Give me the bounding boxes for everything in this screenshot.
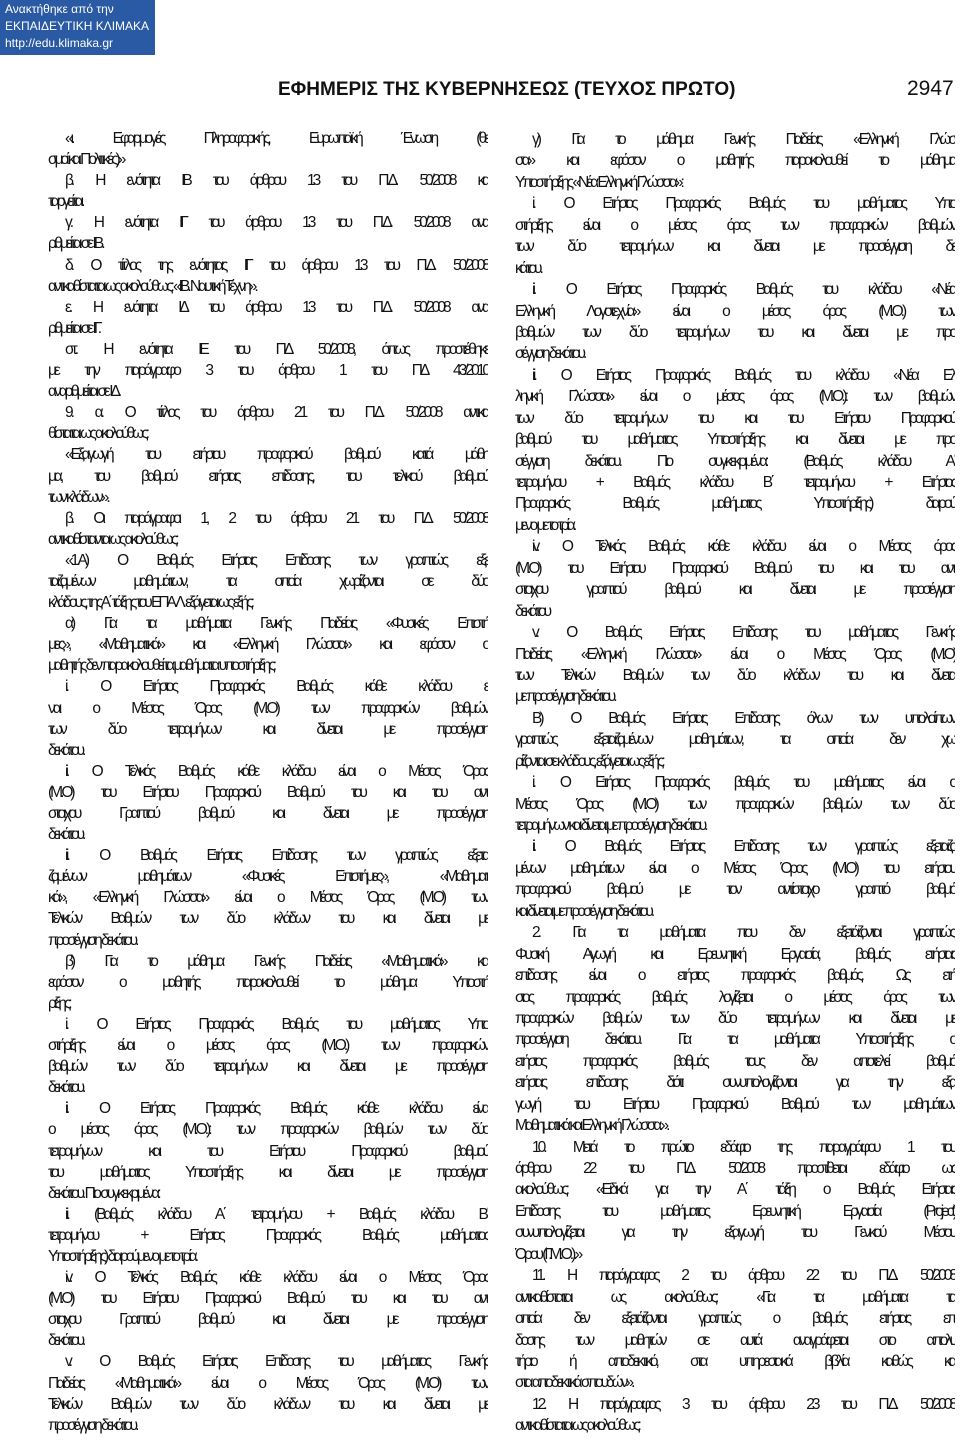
paragraph [515,536,955,622]
text-line: 9. α. Ο τίτλος του άρθρου 21 του Π.Δ. 50/2008 αντικα [65,404,488,422]
text-line: ληνική Γλώσσα» είναι ο μέσος όρος (Μ.Ο.): των βαθμών [515,388,955,406]
text-line: «ι. Εφαρμογές Πληροφορικής, Ευρωπαϊκή Ένωση (θε [65,130,488,147]
text-line: Επίδοσης του μαθήματος Ερευνητική Εργασία (Project) [515,1202,955,1220]
text-line: προσέγγιση δεκάτου. [48,1416,137,1434]
text-line: των Τελικών Βαθμών των δύο κλάδων του και δίνεται [515,666,955,684]
paragraph [48,402,488,444]
text-line: επίδοσης είναι ο ετήσιος προφορικός βαθμός. Ως ετή [515,967,955,985]
paragraph [48,1014,488,1098]
right-column [515,129,955,1437]
paragraph [48,508,488,550]
text-line: «Εξαγωγή του ετήσιου προφορικού βαθμού κατά μάθη [65,446,488,464]
text-line: σιος προφορικός βαθμός λογίζεται ο μέσος όρος των [515,988,955,1006]
text-line: iv. Ο Τελικός Βαθμός κάθε κλάδου είναι ο Μέσος όρος [532,538,955,556]
text-line: δεκάτου. [48,741,84,759]
text-line: γ. Η ενότητα ΙΓ του άρθρου 13 του Π.Δ. 50/2008 ανα [65,214,488,232]
paragraph [48,1204,488,1267]
paragraph [48,255,488,297]
text-line: ii. Ο Βαθμός Ετήσιας Επίδοσης των γραπτώς εξεταζο [532,838,955,856]
text-line: εφόσον ο μαθητής παρακολουθεί το μάθημα Υποστή [48,973,488,991]
text-line: μες», «Μαθηματικά» και «Ελληνική Γλώσσα» και εφόσον ο [48,636,488,654]
text-line: ταζομένων μαθημάτων, τα οποία χωρίζονται σε δύο [48,572,488,590]
text-line: ε. Η ενότητα ΙΔ του άρθρου 13 του Π.Δ. 50/2008 ανα [65,298,488,316]
text-line: v. Ο Βαθμός Ετήσιας Επίδοσης του μαθήματος Γενικής [65,1353,488,1371]
text-line: ζομένων μαθημάτων «Φυσικές Επιστήμες», «Μαθηματι [48,868,488,886]
text-line: β. Οι παράγραφοι 1, 2 του άρθρου 21 του Π.Δ. 50/2008 [65,509,488,527]
text-line: με την παράγραφο 3 του άρθρου 1 του ΠΔ 43/2010 [48,362,488,380]
paragraph [48,339,488,402]
text-line: i. Ο Ετήσιος Προφορικός Βαθμός κάθε κλάδου εί [65,678,488,696]
text-line: i. Ο Ετήσιος Προφορικός βαθμός του μαθήματος είναι ο [532,774,955,792]
paragraph [515,193,955,279]
text-line: i. Ο Ετήσιος Προφορικός Βαθμός του μαθήματος Υπο [65,1015,488,1033]
text-line: Ελληνική Λογοτεχνία» είναι ο μέσος όρος (Μ.Ο.) των [515,302,955,320]
text-line: Μέσος Όρος (Μ.Ο) των προφορικών βαθμών των δύο [515,795,955,813]
text-line: βαθμών των δύο τετραμήνων του και δίνεται με προ [515,323,955,341]
text-line: Υποστήριξης «Νέα Ελληνική Γλώσσα»: [515,173,682,191]
text-line: ο μέσος όρος (Μ.Ο.): των προφορικών βαθμών των δύο [48,1121,488,1139]
text-line: στοιχου Γραπτού βαθμού και δίνεται με προσέγγιση [48,805,488,822]
text-line: στήριξης είναι ο μέσος όρος (Μ.Ο.) των προφορικών [48,1037,488,1055]
text-line: τετραμήνων και δίνεται με προσέγγιση δεκάτου. [515,817,706,834]
text-line: αντικαθίστανται ως ακολούθως: [48,530,177,548]
text-line: 2. Για τα μαθήματα που δεν εξετάζονται γραπτώς: [532,924,955,942]
text-line: άρθρου 22 του Π.Δ. 50/2008 προστίθεται εδάφιο ως [515,1160,955,1177]
text-line: των δύο τετραμήνων και δίνεται με προσέγγιση δε [515,238,955,256]
text-line: ριθμείται σε ΙΒ. [48,235,103,253]
text-line: κά», «Ελληνική Γλώσσα» είναι ο Μέσος Όρος (Μ.Ο) των [48,889,488,907]
text-line: τετραμήνου + Βαθμός κλάδου Β΄ τετραμήνου + Ετήσιος [515,474,955,491]
paragraph [515,922,955,1136]
text-line: αντικαθίσταται ως ακολούθως: «ΙΒ. Ναυτική Τέχνη». [48,277,256,295]
text-line: Υποστήριξης) διαιρούμενο με το τρία. [48,1247,197,1265]
text-line: ii. Ο Ετήσιος Προφορικός Βαθμός του κλάδου «Νέα [532,281,955,299]
text-line: v. Ο Βαθμός Ετήσιας Επίδοσης του μαθήματος Γενικής [532,624,955,642]
paragraph [48,1351,488,1435]
text-line: των δύο τετραμήνων και δίνεται με προσέγγιση [48,720,488,738]
paragraph [515,279,955,365]
text-line: κάτου. [515,259,541,277]
text-line: γραπτώς εξεταζομένων μαθημάτων, τα οποία δεν χω [515,731,955,749]
text-line: δεκάτου. Πιο συγκεκριμένα: [48,1184,159,1202]
text-line: σα» και εφόσον ο μαθητής παρακολουθεί το μάθημα [515,152,955,170]
paragraph [48,212,488,254]
text-line: ριθμείται σε ΙΓ. [48,319,100,337]
text-line: των κλάδων». [48,488,108,506]
text-line: δοσης των μαθητών σε αυτά αναγράφεται στο απολυ [515,1331,955,1349]
text-line: μένων μαθημάτων είναι ο Μέσος Όρος (Μ.Ο) του ετήσιου [515,859,955,877]
source-watermark [0,0,155,55]
page-number: 2947 [907,77,954,100]
text-line: Φυσική Αγωγή και Ερευνητική Εργασία, βαθμός ετήσιας [515,945,955,963]
text-line: 12. Η παράγραφος 3 του άρθρου 23 του Π.Δ. 50/2008 [532,1395,955,1413]
text-line: προφορικού βαθμού με τον αντίστοιχο γραπτό βαθμό [515,881,955,899]
text-line: στ. Η ενότητα ΙΕ του ΠΔ 50/2008, όπως προστέθηκε [65,340,488,358]
text-line: στοιχου Γραπτού βαθμού και δίνεται με προσέγγιση [48,1311,488,1329]
text-line: προσέγγιση δεκάτου. Για τα μαθήματα Υποστήριξης ο [515,1031,955,1049]
text-line: δεκάτου [515,602,550,620]
text-line: στήριξης είναι ο μέσος όρος των προφορικών βαθμών [515,216,955,234]
paragraph [515,622,955,708]
text-line: βαθμού του μαθήματος Υποστήριξης και δίνεται με προ [515,431,955,449]
text-line: του μαθήματος Υποστήριξης και δίνεται με προσέγγιση [48,1163,488,1181]
paragraph [48,297,488,339]
text-line: τετραμήνου + Ετήσιος Προφορικός Βαθμός μαθήματος [48,1226,488,1244]
text-line: ναι ο Μέσος Όρος (Μ.Ο) των προφορικών βαθμών [48,699,488,717]
text-line: αντικαθίσταται ως ακολούθως: [515,1417,639,1435]
paragraph [48,444,488,507]
text-line: σέγγιση δεκάτου. Πιο συγκεκριμένα: (Βαθμός κλάδου Α΄ [515,452,955,470]
paragraph [515,772,955,836]
paragraph [515,836,955,922]
watermark-caption: Ανακτήθηκε από την [5,2,114,16]
text-line: δεκάτου. [48,1079,84,1097]
text-line: σέγγιση δεκάτου. [515,345,585,363]
text-line: iv. Ο Τελικός Βαθμός κάθε κλάδου είναι ο Μέσος Όρος [65,1269,488,1287]
text-line: Παιδείας «Ελληνική Γλώσσα» είναι ο Μέσος Όρος (Μ.Ο) [515,645,955,663]
text-line: οποία δεν εξετάζονται γραπτώς ο βαθμός ετήσιας επί [515,1310,955,1328]
text-line: (Μ.Ο) του Ετήσιου Προφορικού Βαθμού του και του αντί [515,559,955,577]
paragraph [515,708,955,772]
text-line: σμοί και Πολιτικές)» [48,151,124,169]
text-line: Παιδείας «Μαθηματικά» είναι ο Μέσος Όρος (Μ.Ο) των [48,1374,488,1392]
text-line: και δίνεται με προσέγγιση δεκάτου. [515,902,653,920]
text-line: ακολούθως: «Ειδικά για την Α΄ τάξη ο Βαθμός Ετήσιας [515,1181,955,1199]
text-line: Μαθηματικά και Ελληνική Γλώσσα.». [515,1117,668,1135]
paragraph [515,129,955,193]
text-line: ταργείται. [48,193,83,211]
text-line: iii. Ο Βαθμός Ετήσιας Επίδοσης των γραπτώς εξετα [65,847,488,865]
text-line: Τελικών Βαθμών των δύο κλάδων του και δίνεται με [48,1395,488,1413]
text-line: με προσέγγιση δεκάτου. [515,688,615,706]
paragraph [515,1394,955,1437]
paragraph [48,676,488,760]
text-line: Β) Ο Βαθμός Ετήσιας Επίδοσης όλων των υπολοίπων [532,709,955,727]
text-line: γ) Για το μάθημα Γενικής Παιδείας «Ελληνική Γλώσ [532,131,955,148]
paragraph [48,613,488,676]
text-line: γωγή του Ετήσιου Προφορικού Βαθμού των μαθημάτων [515,1095,955,1113]
text-line: των δύο τετραμήνων του και του Ετήσιου Προφορικού [515,409,955,427]
text-line: δεκάτου. [48,826,84,844]
paragraph [48,1098,488,1203]
text-line: δεκάτου. [48,1332,84,1350]
paragraph [515,1137,955,1266]
left-column [48,128,488,1436]
text-line: μενο με το τρία. [515,516,575,534]
text-line: συνυπολογίζεται για την εξαγωγή του Γενικού Μέσου [515,1224,955,1242]
text-line: ετήσιος προφορικός βαθμός τους δεν αποτελεί βαθμό [515,1052,955,1070]
paragraph [48,1267,488,1351]
text-line: στοιχου γραπτού βαθμού και δίνεται με προσέγγιση [515,581,955,599]
paragraph [48,845,488,950]
text-line: Όρου (Γ.Μ.Ο.).» [515,1245,581,1263]
text-line: «1.Α) Ο Βαθμός Ετήσιας Επίδοσης των γραπτώς εξε [65,551,488,569]
text-line: iii. Ο Ετήσιος Προφορικός Βαθμός του κλάδου «Νέα Ελ [532,366,955,384]
text-line: τήριο ή αποδεικτικό, στα υπηρεσιακά βιβλία καθώς και [515,1352,955,1370]
paragraph [515,365,955,537]
text-line: (Μ.Ο) του Ετήσιου Προφορικού Βαθμού του και του αντί [48,783,488,801]
text-line: μα, του βαθμού ετήσιας επίδοσης, του τελικού βαθμού [48,467,488,485]
text-line: προφορικών βαθμών των δύο τετραμήνων και δίνεται με [515,1009,955,1027]
text-line: 11. Η παράγραφος 2 του άρθρου 22 του Π.Δ. 50/2008 [532,1267,955,1285]
paragraph [48,550,488,613]
text-line: 10. Μετά το πρώτο εδάφιο της παραγράφου 1 του [532,1138,955,1156]
text-line: ii. Ο Τελικός Βαθμός κάθε κλάδου είναι ο Μέσος Όρος [65,762,488,780]
watermark-url: http://edu.klimaka.gr [5,36,114,50]
text-line: δ. Ο τίτλος της ενότητας ΙΓ του άρθρου 13 του Π.Δ. 50/2008 [65,256,488,274]
paragraph [515,1265,955,1394]
text-line: αντικαθίσταται ως ακολούθως: «Για τα μαθήματα τα [515,1288,955,1306]
text-line: ετήσιας επίδοσης διότι συνυπολογίζονται για την εξα [515,1074,955,1092]
text-line: Τελικών Βαθμών των δύο κλάδων του και δίνεται με [48,910,488,928]
watermark-title: ΕΚΠΑΙΔΕΥΤΙΚΗ ΚΛΙΜΑΚΑ [5,19,150,33]
text-line: β. Η ενότητα ΙΒ του άρθρου 13 του Π.Δ. 50/2008 κα [65,172,488,190]
text-line: ii. Ο Ετήσιος Προφορικός Βαθμός κάθε κλάδου είναι [65,1100,488,1118]
text-line: ριξης: [48,994,70,1012]
text-line: i. Ο Ετήσιος Προφορικός Βαθμός του μαθήματος Υπο [532,195,955,213]
text-line: α) Για τα μαθήματα Γενικής Παιδείας «Φυσικές Επιστή [65,615,488,633]
text-line: iii. (Βαθμός κλάδου Α΄ τετραμήνου + Βαθμός κλάδου Β΄ [65,1205,488,1223]
text-line: βαθμών των δύο τετραμήνων και δίνεται με προσέγγιση [48,1058,488,1076]
text-line: προσέγγιση δεκάτου. [48,931,137,949]
text-line: θίσταται ως ακολούθως: [48,425,147,443]
text-line: β) Για το μάθημα Γενικής Παιδείας «Μαθηματικά» και [65,952,488,970]
text-line: ρίζονται σε κλάδους, εξάγεται ως εξής: [515,752,663,770]
text-line: Προφορικός Βαθμός μαθήματος Υποστήριξης) διαιρού [515,495,955,513]
text-line: μαθητής δεν παρακολουθεί τα μαθήματα υποστήριξης: [48,657,275,675]
text-line: αναριθμείται σε ΙΔ. [48,383,120,401]
text-line: κλάδους, της Α΄ τάξης του ΕΠΑ.Λ. εξάγεται ως εξής: [48,594,252,612]
paragraph [48,170,488,212]
text-line: στα αποδεικτικά σπουδών». [515,1374,633,1392]
text-line: τετραμήνων και του Ετήσιου Προφορικού βαθμού [48,1142,488,1160]
text-line: (Μ.Ο) του Ετήσιου Προφορικού Βαθμού του και του αντί [48,1290,488,1308]
gazette-title: ΕΦΗΜΕΡΙΣ ΤΗΣ ΚΥΒΕΡΝΗΣΕΩΣ (ΤΕΥΧΟΣ ΠΡΩΤΟ) [278,79,736,100]
paragraph [48,951,488,1014]
paragraph [48,128,488,170]
paragraph [48,761,488,845]
